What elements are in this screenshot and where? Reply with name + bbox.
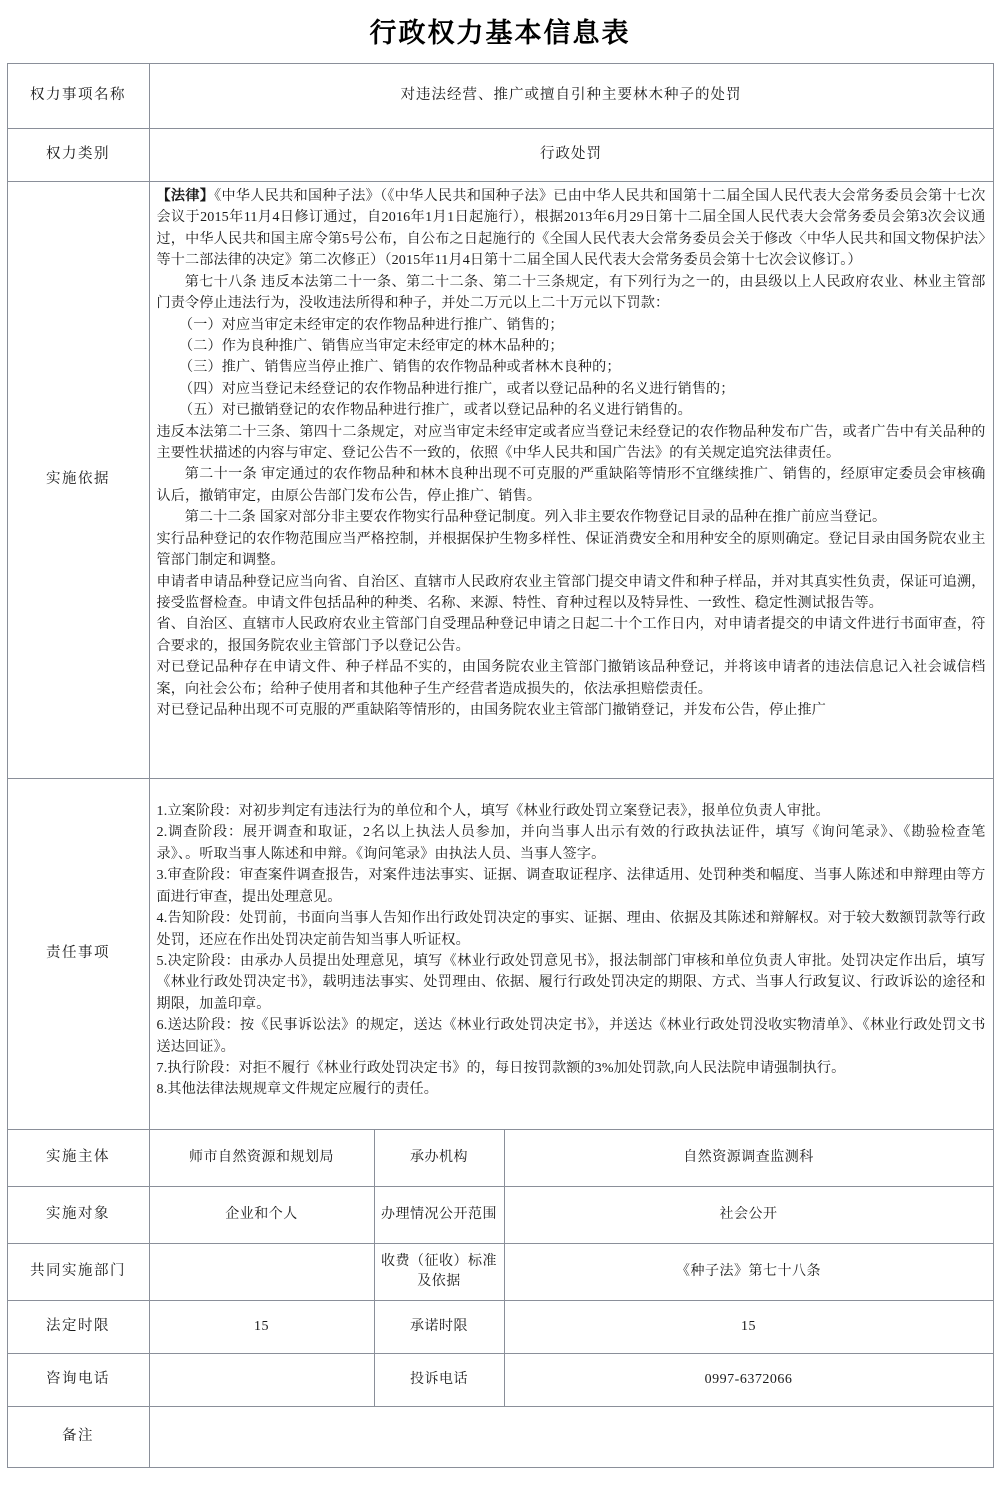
responsibility-item: 5.决定阶段：由承办人员提出处理意见，填写《林业行政处罚意见书》，报法制部门审核和单位负责人审批。处罚决定作出后，填写《林业行政处罚决定书》，载明违法事实、处罚理由、依据、履行行政处罚决定的期限、方式、当事人行政复议、行政诉讼的途径和期限，加盖印章。 — [156, 952, 986, 1012]
legal-basis-paragraph: 第二十一条 审定通过的农作物品种和林木良种出现不可克服的严重缺陷等情形不宜继续推广、销售的，经原审定委员会审核确认后，撤销审定，由原公告部门发布公告，停止推广、销售。 — [156, 466, 986, 504]
label-responsibilities: 责任事项 — [7, 779, 149, 1130]
value-joint-department — [149, 1244, 374, 1301]
table-row-responsibilities — [7, 779, 993, 1130]
legal-basis-paragraph: 申请者申请品种登记应当向省、自治区、直辖市人民政府农业主管部门提交申请文件和种子样品，并对其真实性负责，保证可追溯，接受监督检查。申请文件包括品种的种类、名称、来源、特性、育种过程以及特异性、一致性、稳定性测试报告等。 — [156, 573, 986, 612]
table-row-joint-department — [7, 1244, 993, 1301]
label-complaint-phone: 投诉电话 — [374, 1354, 504, 1407]
legal-basis-paragraph: （三）推广、销售应当停止推广、销售的农作物品种或者林木良种的； — [179, 359, 621, 376]
table-row-remarks — [7, 1407, 993, 1468]
legal-basis-paragraph: （二）作为良种推广、销售应当审定未经审定的林木品种的； — [179, 337, 564, 354]
label-handling-agency: 承办机构 — [374, 1130, 504, 1187]
page-title: 行政权力基本信息表 — [369, 18, 631, 48]
label-promised-time-limit: 承诺时限 — [374, 1301, 504, 1354]
admin-power-info-table — [7, 63, 994, 1468]
legal-basis-paragraph: 对已登记品种存在申请文件、种子样品不实的，由国务院农业主管部门撤销该品种登记，并将该申请者的违法信息记入社会诚信档案，向社会公布；给种子使用者和其他种子生产经营者造成损失的，依法承担赔偿责任。 — [156, 659, 986, 697]
label-consult-phone: 咨询电话 — [7, 1354, 149, 1407]
table-row-implement-subject — [7, 1130, 993, 1187]
table-row-phone — [7, 1354, 993, 1407]
responsibility-item: 2.调查阶段：展开调查和取证，2名以上执法人员参加，并向当事人出示有效的行政执法证件，填写《询问笔录》、《勘验检查笔录》、。听取当事人陈述和申辩。《询问笔录》由执法人员、当事人签字。 — [156, 824, 986, 862]
value-implement-object: 企业和个人 — [149, 1187, 374, 1244]
legal-basis-clip — [150, 182, 993, 778]
value-responsibilities — [149, 779, 993, 1130]
legal-basis-text — [150, 182, 993, 725]
legal-basis-paragraph: 第二十二条 国家对部分非主要农作物实行品种登记制度。列入非主要农作物登记目录的品种在推广前应当登记。 — [184, 509, 887, 526]
responsibility-item: 7.执行阶段：对拒不履行《林业行政处罚决定书》的，每日按罚款额的3%加处罚款,向人民法院申请强制执行。 — [156, 1060, 846, 1077]
responsibility-item: 6.送达阶段：按《民事诉讼法》的规定，送达《林业行政处罚决定书》，并送达《林业行政处罚没收实物清单》、《林业行政处罚文书送达回证》。 — [156, 1017, 986, 1055]
legal-basis-paragraph: （五）对已撤销登记的农作物品种进行推广，或者以登记品种的名义进行销售的。 — [179, 402, 692, 419]
value-consult-phone — [149, 1354, 374, 1407]
value-power-type: 行政处罚 — [149, 129, 993, 182]
label-power-type: 权力类别 — [7, 129, 149, 182]
value-item-name: 对违法经营、推广或擅自引种主要林木种子的处罚 — [149, 64, 993, 129]
table-row-implement-object — [7, 1187, 993, 1244]
value-legal-basis — [149, 182, 993, 779]
legal-basis-paragraph: 对已登记品种出现不可克服的严重缺陷等情形的，由国务院农业主管部门撤销登记，并发布公告，停止推广 — [156, 702, 826, 719]
legal-basis-lead: 【法律】 — [156, 188, 215, 204]
table-row-power-type — [7, 129, 993, 182]
responsibilities-text — [150, 779, 993, 1129]
table-row-item-name — [7, 64, 993, 129]
label-legal-time-limit: 法定时限 — [7, 1301, 149, 1354]
label-legal-basis: 实施依据 — [7, 182, 149, 779]
responsibility-item: 3.审查阶段：审查案件调查报告，对案件违法事实、证据、调查取证程序、法律适用、处罚种类和幅度、当事人陈述和申辩理由等方面进行审查，提出处理意见。 — [156, 867, 986, 905]
legal-basis-paragraph: （一）对应当审定未经审定的农作物品种进行推广、销售的； — [179, 316, 564, 333]
legal-basis-paragraph: 【法律】《中华人民共和国种子法》（《中华人民共和国种子法》已由中华人民共和国第十二届全国人民代表大会常务委员会第十七次会议于2015年11月4日修订通过，自2016年1月1日起施行），根据2013年6月29日第十二届全国人民代表大会常务委员会第3次会议通过，中华人民共和国主席令第5号公布，自公布之日起施行的《全国人民代表大会常务委员会关于修改〈中华人民共和国文物保护法〉等十二部法律的决定》第二次修正）（2015年11月4日第十二届全国人民代表大会常务委员会第十七次会议修订。） — [156, 188, 986, 269]
label-disclosure-scope: 办理情况公开范围 — [374, 1187, 504, 1244]
responsibility-item: 4.告知阶段：处罚前，书面向当事人告知作出行政处罚决定的事实、证据、理由、依据及其陈述和辩解权。对于较大数额罚款等行政处罚，还应在作出处罚决定前告知当事人听证权。 — [156, 910, 986, 948]
value-fee-standard: 《种子法》第七十八条 — [504, 1244, 993, 1301]
legal-basis-paragraph: 实行品种登记的农作物范围应当严格控制，并根据保护生物多样性、保证消费安全和用种安全的原则确定。登记目录由国务院农业主管部门制定和调整。 — [156, 530, 986, 569]
value-promised-time-limit: 15 — [504, 1301, 993, 1354]
legal-basis-paragraph: （四）对应当登记未经登记的农作物品种进行推广，或者以登记品种的名义进行销售的； — [179, 380, 735, 397]
table-row-legal-basis — [7, 182, 993, 779]
legal-basis-paragraph: 省、自治区、直辖市人民政府农业主管部门自受理品种登记申请之日起二十个工作日内，对申请者提交的申请文件进行书面审查，符合要求的，报国务院农业主管部门予以登记公告。 — [156, 616, 986, 654]
label-implement-subject: 实施主体 — [7, 1130, 149, 1187]
value-disclosure-scope: 社会公开 — [504, 1187, 993, 1244]
label-fee-standard: 收费（征收）标准及依据 — [374, 1244, 504, 1301]
label-remarks: 备注 — [7, 1407, 149, 1468]
label-item-name: 权力事项名称 — [7, 64, 149, 129]
legal-basis-paragraph: 违反本法第二十三条、第四十二条规定，对应当审定未经审定或者应当登记未经登记的农作物品种发布广告，或者广告中有关品种的主要性状描述的内容与审定、登记公告不一致的，依照《中华人民共和国广告法》的有关规定追究法律责任。 — [156, 423, 986, 462]
label-implement-object: 实施对象 — [7, 1187, 149, 1244]
table-row-time-limit — [7, 1301, 993, 1354]
responsibility-item: 1.立案阶段：对初步判定有违法行为的单位和个人，填写《林业行政处罚立案登记表》，报单位负责人审批。 — [156, 803, 830, 819]
responsibility-item: 8.其他法律法规规章文件规定应履行的责任。 — [156, 1081, 438, 1098]
label-joint-department: 共同实施部门 — [7, 1244, 149, 1301]
value-implement-subject: 师市自然资源和规划局 — [149, 1130, 374, 1187]
legal-basis-paragraph: 第七十八条 违反本法第二十一条、第二十二条、第二十三条规定，有下列行为之一的，由县级以上人民政府农业、林业主管部门责令停止违法行为，没收违法所得和种子，并处二万元以上二十万元以下罚款： — [156, 273, 986, 312]
value-remarks — [149, 1407, 993, 1468]
value-complaint-phone: 0997-6372066 — [504, 1354, 993, 1407]
value-handling-agency: 自然资源调查监测科 — [504, 1130, 993, 1187]
value-legal-time-limit: 15 — [149, 1301, 374, 1354]
